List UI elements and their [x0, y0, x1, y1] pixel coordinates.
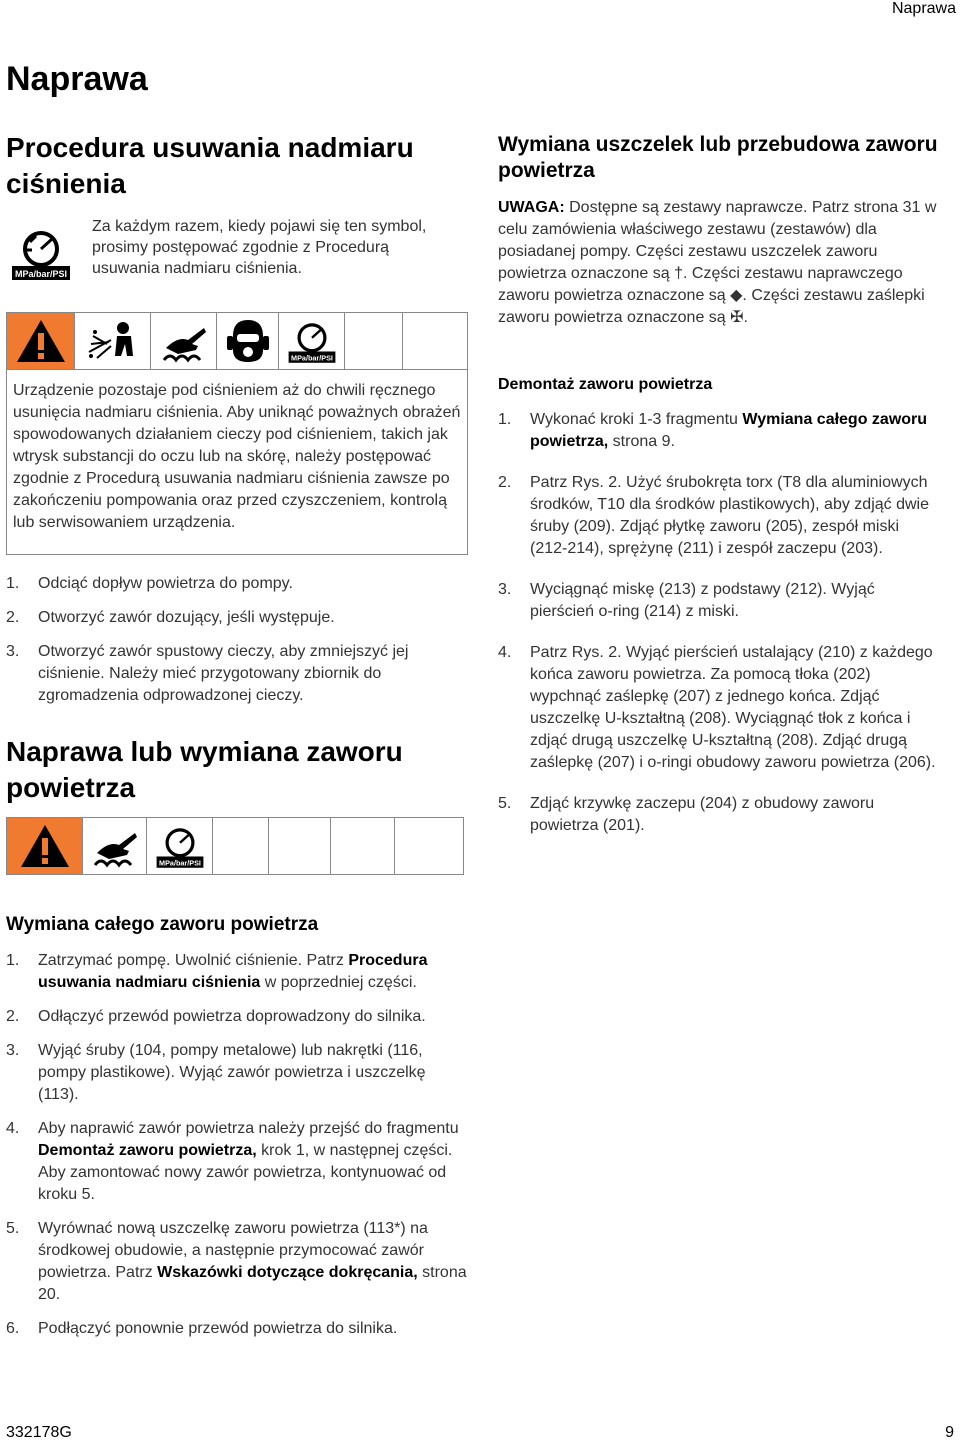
list-item: 1. Odciąć dopływ powietrza do pompy. — [6, 575, 293, 592]
list-item: 3. Wyjąć śruby (104, pompy metalowe) lub nakrętki (116, pompy plastikowe). Wyjąć zawór powietrza i uszczelkę (113). — [6, 1042, 426, 1103]
empty-cell — [213, 818, 269, 874]
empty-cell — [331, 818, 395, 874]
protective-equipment-cell — [217, 313, 279, 369]
warning-icon-strip — [6, 312, 468, 370]
pressure-relief-icon — [154, 821, 206, 871]
empty-cell — [345, 313, 403, 369]
document-number: 332178G — [6, 1424, 72, 1441]
svg-text:MPa/bar/PSI: MPa/bar/PSI — [290, 353, 333, 363]
list-item: 2. Patrz Rys. 2. Użyć śrubokręta torx (T8 dla aluminiowych środków, T10 dla środków plastikowych), aby zdjąć dwie śruby (209). Zdjąć płytkę zaworu (205), zespół miski (212-214), sprężynę (211) i zespół zaczepu (203). — [498, 474, 929, 557]
burn-hand-icon — [158, 318, 210, 364]
pressure-relief-steps — [6, 573, 468, 707]
protective-equipment-icon — [225, 316, 271, 366]
skin-injection-cell — [75, 313, 151, 369]
replace-valve-steps — [6, 950, 468, 1340]
warning-icon-strip — [6, 817, 464, 875]
pressure-relief-cell — [147, 818, 213, 874]
kit-note — [498, 197, 938, 329]
list-item: 2. Otworzyć zawór dozujący, jeśli występuje. — [6, 609, 335, 626]
section-title-repair-valve: Naprawa lub wymiana zaworu powietrza — [6, 736, 403, 803]
list-item: 1. Zatrzymać pompę. Uwolnić ciśnienie. Patrz Procedura usuwania nadmiaru ciśnienia w poprzedniej części. — [6, 952, 428, 991]
list-item: 5. Wyrównać nową uszczelkę zaworu powietrza (113*) na środkowej obudowie, a następnie przymocować zawór powietrza. Patrz Wskazówki dotyczące dokręcania, strona 20. — [6, 1220, 467, 1303]
empty-cell — [395, 818, 463, 874]
list-item: 4. Aby naprawić zawór powietrza należy przejść do fragmentu Demontaż zaworu powietrza, krok 1, w następnej części. Aby zamontować nowy zawór powietrza, kontynuować od kroku 5. — [6, 1120, 459, 1203]
skin-injection-icon — [83, 316, 143, 366]
svg-text:MPa/bar/PSI: MPa/bar/PSI — [158, 858, 201, 868]
warning-triangle-icon — [14, 317, 68, 365]
pressure-relief-icon — [286, 316, 338, 366]
list-item: 3. Otworzyć zawór spustowy cieczy, aby zmniejszyć jej ciśnienie. Należy mieć przygotowany zbiornik do zgromadzenia odprowadzonej cieczy. — [6, 643, 409, 704]
pressure-relief-cell — [279, 313, 345, 369]
empty-cell — [403, 313, 467, 369]
list-item: 4. Patrz Rys. 2. Wyjąć pierścień ustalający (210) z każdego końca zaworu powietrza. Za pomocą tłoka (202) wypchnąć zaślepkę (207) z jednego końca. Zdjąć uszczelkę U-kształtną (208). Wyciągnąć tłok z końca i zdjąć drugą uszczelkę U-kształtną (208). Zdjąć drugą zaślepkę (207) i o-ringi obudowy zaworu powietrza (206). — [498, 644, 936, 771]
warning-text-box: Urządzenie pozostaje pod ciśnieniem aż do chwili ręcznego usunięcia nadmiaru ciśnienia. Aby uniknąć poważnych obrażeń spowodowanych działaniem cieczy pod ciśnieniem, takich jak wtrysk substancji do oczu lub na skórę, należy postępować zgodnie z Procedurą usuwania nadmiaru ciśnienia zawsze po zakończeniu pompowania oraz przed czyszczeniem, kontrolą lub serwisowaniem urządzenia. — [6, 369, 468, 555]
note-label: UWAGA: — [498, 199, 565, 216]
running-header: Naprawa — [891, 0, 956, 17]
empty-cell — [269, 818, 331, 874]
warning-cell — [7, 818, 83, 874]
note-text: Dostępne są zestawy naprawcze. Patrz strona 31 w celu zamówienia właściwego zestawu (zestawów) dla posiadanej pompy. Części zestawu uszczelek zaworu powietrza oznaczone są †. Części zestawu naprawczego zaworu powietrza oznaczone są ◆. Części zestawu zaślepki zaworu powietrza oznaczone są ✠. — [498, 199, 937, 326]
pressure-relief-icon — [10, 222, 72, 284]
warning-triangle-icon — [18, 822, 72, 870]
subsection-title-disassembly: Demontaż zaworu powietrza — [498, 376, 713, 393]
disassembly-steps — [498, 409, 938, 837]
svg-text:MPa/bar/PSI: MPa/bar/PSI — [14, 269, 68, 279]
burn-hand-icon — [89, 823, 141, 869]
warning-cell — [7, 313, 75, 369]
page-title: Naprawa — [6, 60, 148, 98]
list-item: 5. Zdjąć krzywkę zaczepu (204) z obudowy zaworu powietrza (201). — [498, 795, 875, 834]
list-item: 1. Wykonać kroki 1-3 fragmentu Wymiana całego zaworu powietrza, strona 9. — [498, 411, 928, 450]
burn-hand-cell — [83, 818, 147, 874]
section-title-replace-valve: Wymiana całego zaworu powietrza — [6, 914, 319, 935]
section-title-seal-replacement: Wymiana uszczelek lub przebudowa zaworu powietrza — [498, 133, 938, 182]
symbol-note: Za każdym razem, kiedy pojawi się ten symbol, prosimy postępować zgodnie z Procedurą usuwania nadmiaru ciśnienia. — [92, 218, 427, 277]
list-item: 2. Odłączyć przewód powietrza doprowadzony do silnika. — [6, 1008, 426, 1025]
pressure-relief-symbol — [10, 222, 72, 284]
burn-hand-cell — [151, 313, 217, 369]
list-item: 6. Podłączyć ponownie przewód powietrza do silnika. — [6, 1320, 398, 1337]
list-item: 3. Wyciągnąć miskę (213) z podstawy (212). Wyjąć pierścień o-ring (214) z miski. — [498, 581, 875, 620]
page-number: 9 — [945, 1424, 954, 1441]
section-title-pressure-relief: Procedura usuwania nadmiaru ciśnienia — [6, 132, 414, 199]
